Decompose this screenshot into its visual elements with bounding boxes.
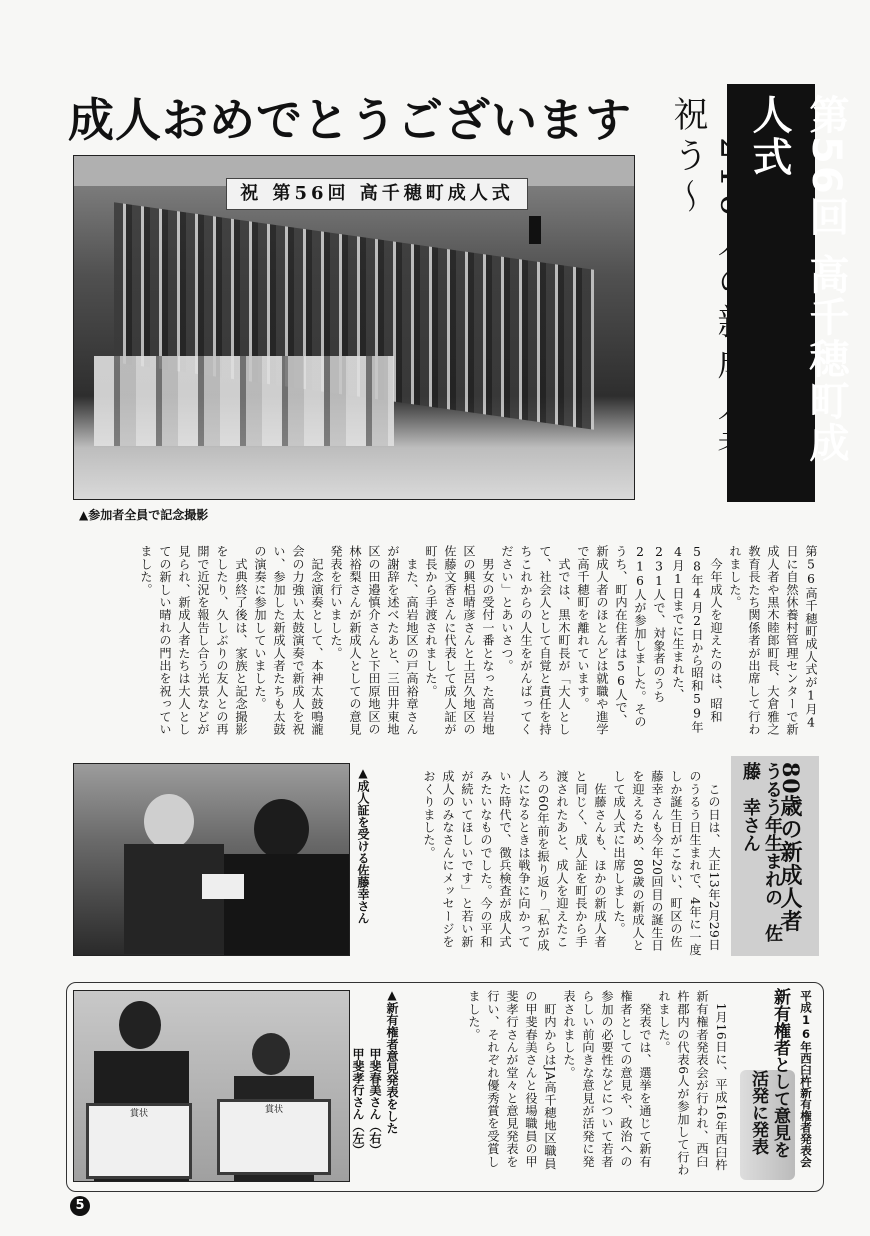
- photo1-caption: ▲参加者全員で記念撮影: [79, 508, 209, 522]
- article-body: 第56高千穂町成人式が1月4日に自然休養村管理センターで新成人者や黒木睦郎町長、大倉雅之教育長たち関係者が出席して行われました。 今年成人を迎えたのは、昭和58年4月2日から昭和59年4月1日までに生まれた、231人で、対象者のうち216人が参加しました。そのうち、町内在住者は56人で、新成人者のほとんどは就職や進学で高千穂町を離れています。 式では、黒木町長が「大人として、社会人として自覚と責任を持ちこれからの人生をがんばってください」とあいさつ。 男女の受付一番となった高岩地区の興梠晴彦さんと土呂久地区の佐藤文香さんに代表して成人証が町長から手渡されました。 また、高岩地区の戸高裕章さんが謝辞を述べたあと、三田井東地区の田邉慎介さんと下田原地区の林裕梨さんが新成人としての意見発表を行いました。 記念演奏として、本神太鼓鳴瀧会の力強い太鼓演奏で新成人を祝い、参加した新成人者たちも太鼓の演奏に参加していました。 式典終了後は、家族と記念撮影をしたり、久しぶりの友人との再開で近況を報告し合う光景などが見られ、新成人者たちは大人としての新しい晴れの門出を祝っていました。: [139, 545, 818, 736]
- voters-caption-3: 甲斐孝行さん（左）: [351, 1048, 365, 1156]
- page-title: 成人おめでとうございます: [68, 93, 632, 147]
- group-photo: [73, 155, 635, 500]
- voters-body: 1月16日に、平成16年西臼杵新有権者発表会が行われ、西臼杵郡内の代表6人が参加して行われました。 発表では、選挙を通じて新有権者としての意見や、政治への参加の必要性などについて若者らしい前向きな意見が活発に発表されました。 町内からはJA高千穂地区職員の甲斐春美さんと役場職員の甲斐孝行さんが堂々と意見発表を行い、それぞれ優秀賞を受賞しました。: [467, 990, 728, 1177]
- voters-headline-2: 活発に発表: [748, 1070, 768, 1155]
- ceremony-sign: 祝 第56回 高千穂町成人式: [226, 178, 528, 210]
- sidebar80-heading: 80歳の新成人者 うるう年生まれの 佐藤 幸さん: [731, 756, 819, 956]
- voters-headline-1: 新有権者として意見を: [770, 988, 790, 1158]
- certificate-photo: [73, 763, 350, 956]
- page-number: 5: [70, 1196, 90, 1216]
- banner: 第56回 高千穂町成人式: [727, 84, 815, 502]
- photo2-caption: ▲成人証を受ける佐藤幸さん: [356, 766, 370, 924]
- subtitle: 祝う～: [668, 96, 708, 219]
- voters-caption-2: 甲斐春美さん（右）: [368, 1048, 382, 1156]
- award-certificate-left: 賞状: [86, 1103, 192, 1179]
- voters-caption-1: ▲新有権者意見発表をした: [385, 988, 399, 1134]
- award-certificate-right: 賞状: [217, 1099, 331, 1175]
- sidebar80-body: この日は、大正13年2月29日のうるう日生まれで、4年に一度しか誕生日がこない、町区の佐藤幸さんも今年20回目の誕生日を迎えるため、80歳の新成人として成人式に出席しました。 佐藤さんも、ほかの新成人者と同じく、成人証を町長から手渡されたあと、成人を迎えたころの60年前を振り返り「私が成人になるときは戦争に向かっていた時代で、徴兵検査が成人式みたいなものでした。今の平和が続いてほしいです」と若い新成人のみなさんにメッセージをおくりました。: [422, 770, 721, 957]
- voters-event: 平成16年西臼杵新有権者発表会: [799, 990, 813, 1168]
- voters-photo: [73, 990, 350, 1182]
